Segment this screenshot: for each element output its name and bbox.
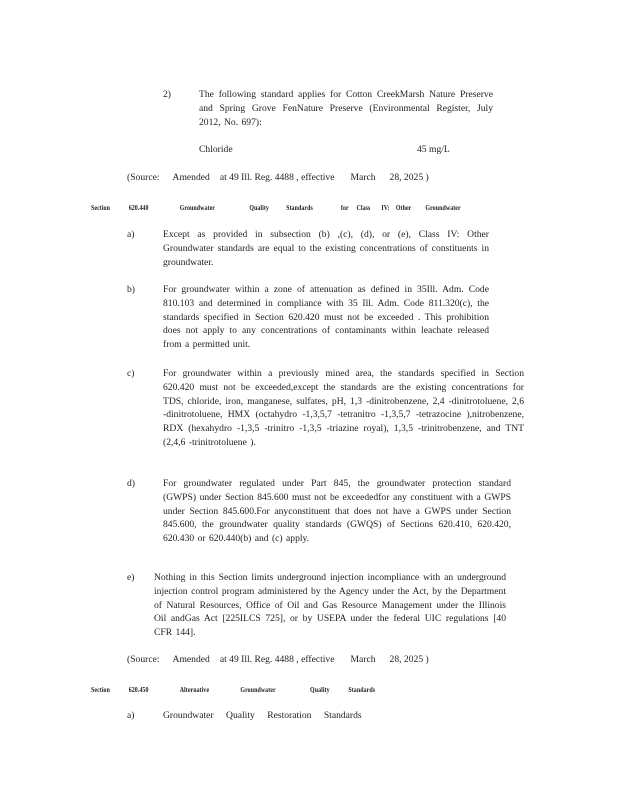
section-number: 620.440 (128, 203, 149, 212)
section-title-word: Quality (249, 203, 269, 212)
paragraph-a-label: a) (127, 229, 135, 240)
section-heading-620-440 (91, 201, 461, 215)
source-open: (Source: (127, 172, 160, 183)
paragraph-c-text: For groundwater within a previously mined area, the standards specified in Section 620.420 must not be exceeded,except the standards are the existing concentrations for TDS, chloride, iron, manganese, sulfates, pH, 1,3 -dinitrobenzene, 2,4 -dinitrotoluene, 2,6 -dinitrotoluene, HMX (octahydro -1,3,5,7 -tetranitro -1,3,5,7 -tetrazocine ),nitrobenzene, RDX (hexahydro -1,3,5 -trinitro -1,3,5 -triazine royal), 1,3,5 -trinitrobenzene, and TNT (2,4,6 -trinitrotoluene ). (163, 368, 524, 448)
section-title-word: Groundwater (240, 685, 276, 694)
section-title-word: Alternative (179, 685, 210, 694)
source-amended: Amended (172, 654, 210, 665)
paragraph-b-text: For groundwater within a zone of attenuation as defined in 35Ill. Adm. Code 810.103 and determined in compliance with 35 Ill. Adm. Code 811.320(c), the standards specified in Section 620.420 must not be exceeded . This prohibition does not apply to any concentrations of contaminants within leachate released from a permitted unit. (163, 284, 489, 351)
paragraph-e-text: Nothing in this Section limits underground injection incompliance with an underground injection control program administered by the Agency under the Act, by the Department of Natural Resources, Office of Oil and Gas Resource Management under the Illinois Oil andGas Act [225ILCS 725], or by USEPA under the federal UIC regulations [40 CFR 144]. (154, 572, 506, 639)
item-a-450-label: a) (127, 710, 135, 721)
section-word: Section (91, 203, 110, 212)
section-title-word: Other (395, 203, 412, 212)
source-date: 28, 2025 ) (389, 654, 429, 665)
source-reg: at 49 Ill. Reg. 4488 , effective (219, 654, 335, 665)
section-title-word: Standards (348, 685, 376, 694)
item-2-label: 2) (163, 89, 171, 100)
section-title-word: Quality (310, 685, 330, 694)
section-title-word: for (340, 203, 349, 212)
section-title-word: Groundwater (179, 203, 216, 212)
paragraph-d-text: For groundwater regulated under Part 845, the groundwater protection standard (GWPS) under Section 845.600 must not be exceededfor any constituent with a GWPS under Section 845.600.For anyconstituent that does not have a GWPS under Section 845.600, the groundwater quality standards (GWQS) of Sections 620.410, 620.420, 620.430 or 620.440(b) and (c) apply. (163, 478, 511, 545)
source-open: (Source: (127, 654, 160, 665)
paragraph-d-label: d) (127, 478, 135, 489)
item-2-text: The following standard applies for Cotton CreekMarsh Nature Preserve and Spring Grove FenNature Preserve (Environmental Register, July 2012, No. 697): (199, 89, 493, 128)
source-month: March (350, 654, 376, 665)
paragraph-a-text: Except as provided in subsection (b) ,(c), (d), or (e), Class IV: Other Groundwater standards are equal to the existing concentrations of constituents in groundwater. (163, 229, 489, 268)
source-note (127, 653, 429, 667)
source-note (127, 171, 429, 185)
section-title-word: Groundwater (425, 203, 461, 212)
item-a-450-text: Groundwater Quality Restoration Standards (163, 710, 362, 721)
paragraph-b-label: b) (127, 284, 135, 295)
chloride-name: Chloride (199, 144, 233, 155)
section-heading-620-450 (91, 683, 375, 697)
source-date: 28, 2025 ) (389, 172, 429, 183)
section-title-word: Class (356, 203, 371, 212)
source-reg: at 49 Ill. Reg. 4488 , effective (219, 172, 335, 183)
section-title-word: Standards (286, 203, 313, 212)
chloride-value: 45 mg/L (417, 144, 450, 155)
source-month: March (350, 172, 376, 183)
paragraph-e-label: e) (127, 572, 135, 583)
section-word: Section (91, 685, 110, 694)
paragraph-c-label: c) (127, 368, 135, 379)
section-title-word: IV: (381, 203, 390, 212)
section-number: 620.450 (128, 685, 149, 694)
source-amended: Amended (172, 172, 210, 183)
